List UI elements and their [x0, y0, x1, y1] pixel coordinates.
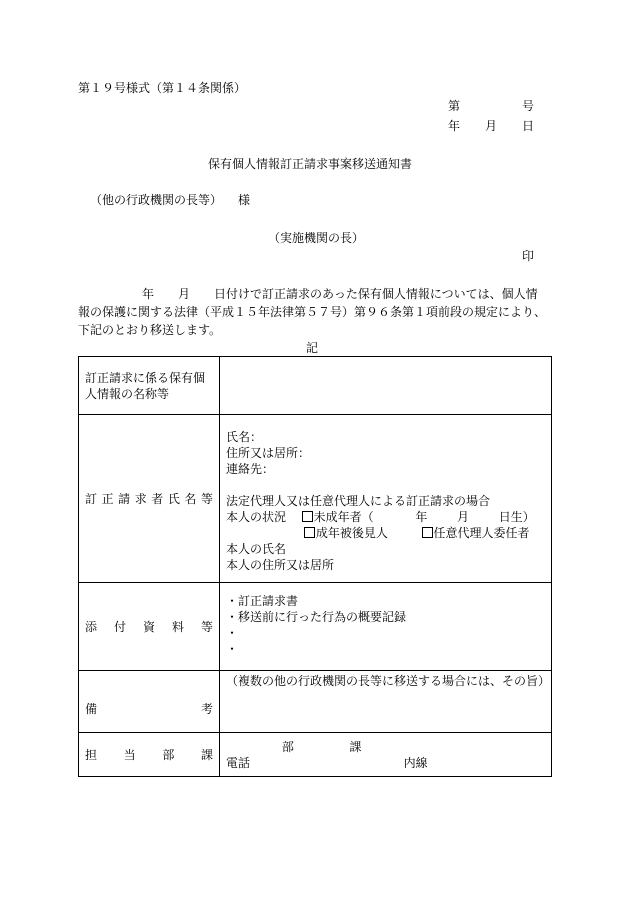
- doc-no-dai: 第: [448, 99, 461, 113]
- label-info-name-line1: 訂正請求に係る保有個: [85, 370, 206, 385]
- department-line: [226, 739, 551, 755]
- person-address: 本人の住所又は居所: [226, 558, 335, 572]
- date-tsuki: 月: [485, 119, 498, 133]
- label-char: 氏: [167, 491, 180, 506]
- requester-contact: 連絡先：: [226, 462, 275, 476]
- transfer-details-table: [78, 356, 552, 777]
- voluntary-agent-label: 任意代理人委任者: [433, 526, 530, 540]
- extension-label: 内線: [403, 755, 428, 770]
- adult-ward-label: 成年被後見人: [315, 526, 388, 540]
- minor-checkbox[interactable]: [302, 511, 313, 522]
- minor-label: 未成年者（: [313, 510, 374, 524]
- row-requester: [79, 415, 552, 583]
- minor-tsuki: 月: [457, 510, 470, 524]
- form-number: 第１９号様式（第１４条関係）: [78, 81, 247, 95]
- row-remarks: [79, 671, 552, 733]
- label-char: 課: [200, 747, 213, 762]
- attachment-item: ・訂正請求書: [226, 594, 299, 608]
- remarks-note: （複数の他の行政機関の長等に移送する場合には、その旨）: [226, 674, 551, 688]
- label-char: 考: [200, 701, 213, 716]
- sender-name: （実施機関の長）: [268, 231, 365, 245]
- addressee-honorific: 様: [238, 193, 251, 207]
- minor-nen: 年: [415, 510, 428, 524]
- value-info-name[interactable]: [220, 357, 552, 415]
- requester-address: 住所又は居所：: [226, 446, 311, 460]
- label-info-name: [79, 357, 220, 415]
- body-line3: 下記のとおり移送します。: [78, 323, 222, 337]
- label-requester-text: [85, 491, 219, 507]
- dept-bu: 部: [281, 739, 294, 754]
- status-row-1: [226, 509, 551, 525]
- person-name: 本人の氏名: [226, 542, 287, 556]
- body-nen: 年: [142, 287, 155, 301]
- label-char: 訂: [85, 491, 98, 506]
- attachment-item: ・移送前に行った行為の概要記録: [226, 610, 407, 624]
- value-remarks: [220, 671, 552, 733]
- phone-label: 電話: [226, 755, 251, 770]
- value-attachments: [220, 583, 552, 671]
- body-line2: 報の保護に関する法律（平成１５年法律第５７号）第９６条第１項前段の規定により、: [78, 305, 547, 319]
- status-label: 本人の状況: [226, 510, 287, 524]
- body-tsuki: 月: [178, 287, 191, 301]
- row-info-name: [79, 357, 552, 415]
- label-char: 等: [200, 491, 213, 506]
- label-char: 添: [85, 619, 98, 634]
- label-char: 資: [142, 619, 155, 634]
- row-department: [79, 733, 552, 777]
- status-row-2: [226, 525, 551, 541]
- body-line1-rest: 日付けで訂正請求のあった保有個人情報については、個人情: [214, 287, 538, 301]
- label-char: 等: [200, 619, 213, 634]
- adult-ward-checkbox[interactable]: [304, 527, 315, 538]
- phone-line: [226, 755, 551, 771]
- label-char: 求: [134, 491, 147, 506]
- label-remarks: [79, 671, 220, 733]
- seal-mark: 印: [522, 249, 535, 263]
- date-nen: 年: [448, 119, 461, 133]
- minor-birth: 日生）: [498, 510, 535, 524]
- label-char: 当: [123, 747, 136, 762]
- label-info-name-line2: 人情報の名称等: [85, 386, 170, 401]
- date-hi: 日: [522, 119, 535, 133]
- label-remarks-text: [85, 687, 219, 717]
- label-char: 部: [162, 747, 175, 762]
- value-department: [220, 733, 552, 777]
- ki-heading: 記: [306, 341, 319, 355]
- label-char: 担: [85, 747, 98, 762]
- requester-name: 氏名：: [226, 430, 263, 444]
- row-attachments: [79, 583, 552, 671]
- label-department-text: [85, 747, 219, 763]
- value-requester: [220, 415, 552, 583]
- addressee-name: （他の行政機関の長等）: [90, 193, 223, 207]
- label-attachments: [79, 583, 220, 671]
- label-char: 備: [85, 701, 98, 716]
- label-attachments-text: [85, 619, 219, 635]
- label-requester: [79, 415, 220, 583]
- label-department: [79, 733, 220, 777]
- label-char: 名: [184, 491, 197, 506]
- doc-no-go: 号: [522, 99, 535, 113]
- label-char: 者: [151, 491, 164, 506]
- label-char: 料: [171, 619, 184, 634]
- document-title: 保有個人情報訂正請求事案移送通知書: [208, 157, 413, 171]
- label-char: 付: [113, 619, 126, 634]
- label-char: 正: [101, 491, 114, 506]
- voluntary-agent-checkbox[interactable]: [422, 527, 433, 538]
- attachment-item: ・: [226, 626, 239, 640]
- dept-ka: 課: [349, 739, 362, 754]
- agent-heading: 法定代理人又は任意代理人による訂正請求の場合: [226, 494, 491, 508]
- label-char: 請: [118, 491, 131, 506]
- attachment-item: ・: [226, 642, 239, 656]
